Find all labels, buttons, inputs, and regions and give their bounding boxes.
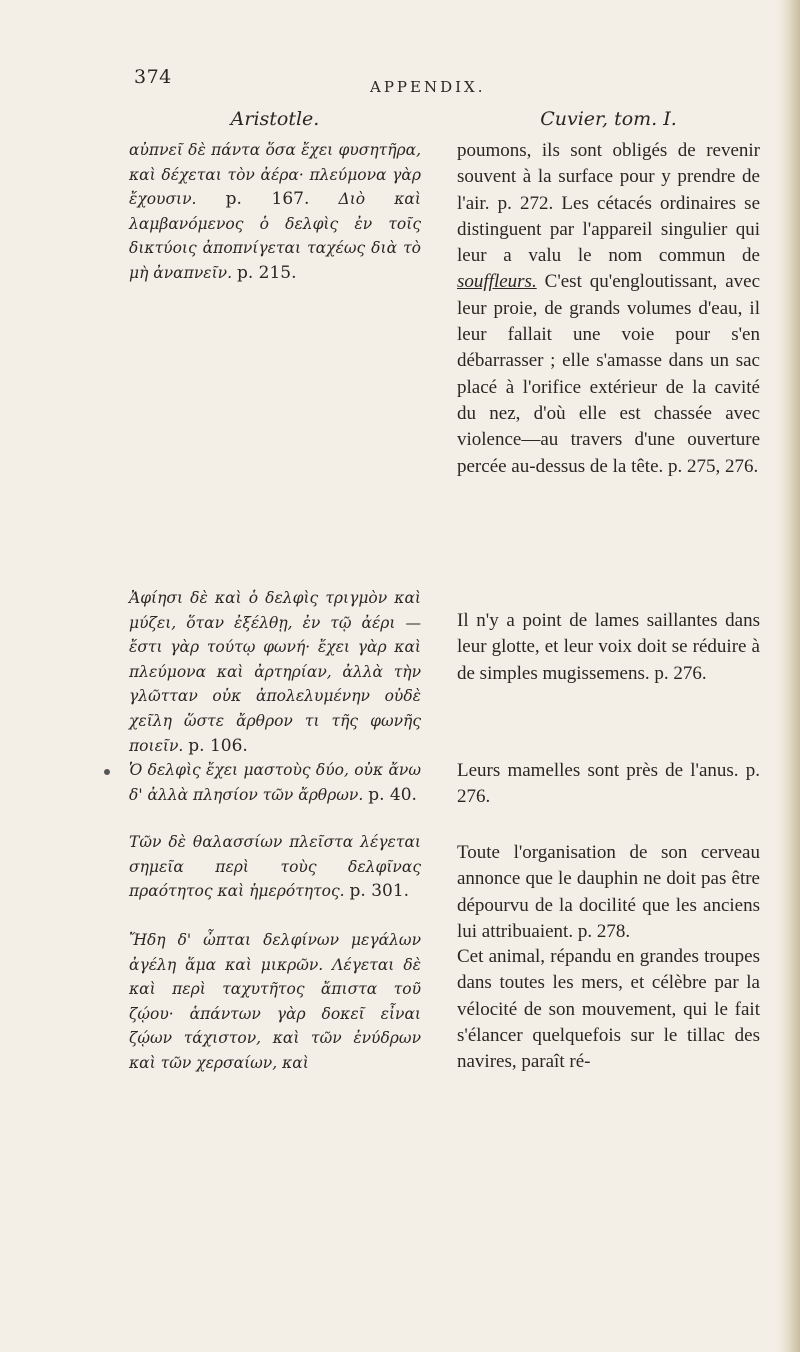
french-passage-4 — [457, 840, 760, 945]
french-text: Il n'y a point de lames saillantes dans leur glotte, et leur voix doit se réduire à de simples mugissemens. p. 276. — [457, 610, 760, 684]
greek-text: Ὁ δελφὶς ἔχει μαστοὺς δύο, οὐκ ἄνω δ' ἀλλὰ πλησίον τῶν ἄρθρων. — [129, 761, 421, 804]
french-text: C'est qu'engloutissant, avec leur proie, de grands volumes d'eau, il leur fallait une voie pour s'en débarrasser ; elle s'amasse dans un sac placé à l'orifice extérieur de la cavité du nez, d'où elle est chassée avec violence—au travers d'une ouverture percée au-dessus de la tête. p. 275, 276. — [457, 271, 760, 477]
right-column-title: Cuvier, tom. I. — [540, 108, 677, 130]
greek-text: Ἤδη δ' ὦπται δελφίνων μεγάλων ἀγέλη ἅμα καὶ μικρῶν. Λέγεται δὲ καὶ περὶ ταχυτῆτος ἄπιστα τοῦ ζῴου· ἁπάντων γὰρ δοκεῖ εἶναι ζῴων τάχιστον, καὶ τῶν ἐνύδρων καὶ τῶν χερσαίων, καὶ — [129, 931, 421, 1072]
greek-text: Τῶν δὲ θαλασσίων πλεῖστα λέγεται σημεῖα περὶ τοὺς δελφῖνας πραότητος καὶ ἡμερότητος. — [129, 833, 421, 901]
ink-dot — [104, 769, 110, 775]
french-passage-1 — [457, 138, 760, 480]
french-passage-2 — [457, 608, 760, 687]
right-column — [457, 108, 760, 1073]
left-column — [129, 108, 421, 1072]
page-reference: p. 106. — [188, 735, 248, 756]
page-edge-shadow — [778, 0, 800, 1352]
emphasized-term: souffleurs. — [457, 271, 537, 293]
greek-passage-3 — [129, 758, 421, 807]
page-number: 374 — [134, 66, 172, 88]
page-reference: p. 40. — [368, 784, 417, 805]
french-passage-3 — [457, 758, 760, 811]
french-passage-5 — [457, 944, 760, 1075]
greek-text: Διὸ καὶ λαμβανόμενος ὁ δελφὶς ἐν τοῖς δικτύοις ἀποπνίγεται ταχέως διὰ τὸ μὴ ἀναπνεῖν. — [129, 190, 421, 282]
french-text: Leurs mamelles sont près de l'anus. p. 276. — [457, 760, 760, 808]
left-column-title: Aristotle. — [230, 108, 320, 130]
greek-text: αὐπνεῖ δὲ πάντα ὅσα ἔχει φυσητῆρα, καὶ δέχεται τὸν ἀέρα· πλεύμονα γὰρ ἔχουσιν. — [129, 141, 421, 209]
french-text: poumons, ils sont obligés de revenir souvent à la surface pour y prendre de l'air. p. 272. Les cétacés ordinaires se distinguent par l'appareil singulier qui leur a valu le nom commun de — [457, 140, 760, 267]
page-reference: p. 301. — [349, 881, 410, 902]
french-text: Cet animal, répandu en grandes troupes dans toutes les mers, et célèbre par la vélocité de son mouvement, qui le fait s'élancer quelquefois sur le tillac des navires, paraît ré- — [457, 946, 760, 1073]
greek-passage-1 — [129, 138, 421, 286]
greek-passage-5 — [129, 928, 421, 1076]
greek-passage-2 — [129, 586, 421, 758]
greek-passage-4 — [129, 830, 421, 904]
page-reference: p. 215. — [236, 262, 297, 283]
french-text: Toute l'organisation de son cerveau annonce que le dauphin ne doit pas être dépourvu de la docilité que les anciens lui attribuaient. p. 278. — [457, 842, 760, 942]
running-head: APPENDIX. — [370, 78, 486, 96]
greek-text: Ἀφίησι δὲ καὶ ὁ δελφὶς τριγμὸν καὶ μύζει, ὅταν ἐξέλθῃ, ἐν τῷ ἀέρι —ἔστι γὰρ τούτῳ φωνή· ἔχει γὰρ καὶ πλεύμονα καὶ ἀρτηρίαν, ἀλλὰ τὴν γλῶτταν οὐκ ἀπολελυμένην οὐδὲ χεῖλη ὥστε ἄρθρον τι τῆς φωνῆς ποιεῖν. — [129, 589, 421, 755]
page-reference: p. 167. — [225, 189, 310, 210]
